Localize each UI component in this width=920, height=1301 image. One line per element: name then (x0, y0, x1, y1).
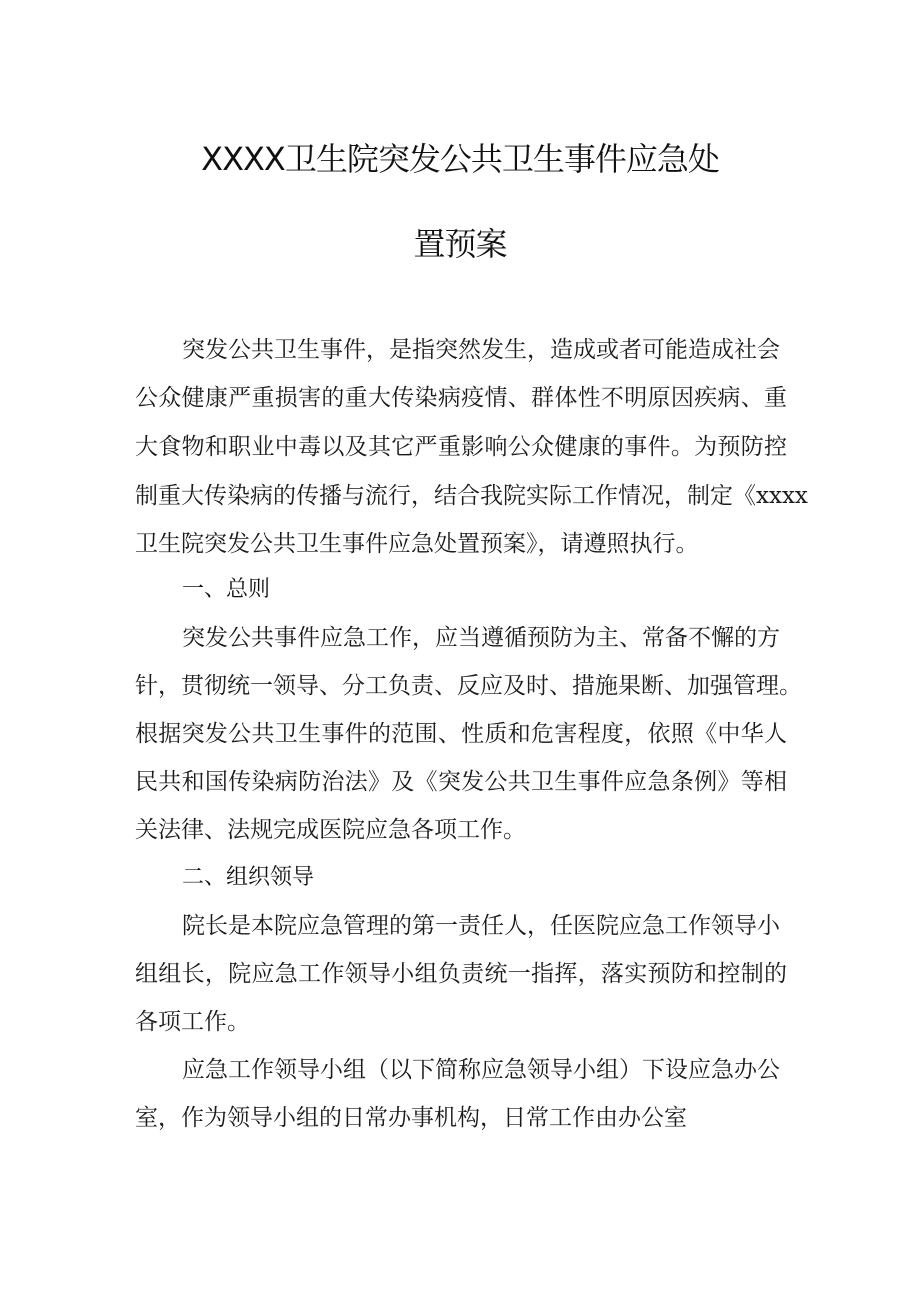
paragraph-line: 院长是本院应急管理的第一责任人，任医院应急工作领导小 (182, 913, 780, 939)
paragraph-line: 卫生院突发公共卫生事件应急处置预案》，请遵照执行。 (135, 531, 699, 557)
paragraph-line: 室，作为领导小组的日常办事机构，日常工作由办公室 (135, 1105, 687, 1131)
paragraph-line: 应急工作领导小组（以下简称应急领导小组）下设应急办公 (182, 1057, 780, 1083)
section-heading-general: 一、总则 (182, 577, 271, 602)
paragraph-line: 针，贯彻统一领导、分工负责、反应及时、措施果断、加强管理。 (135, 673, 802, 699)
paragraph-line: 突发公共事件应急工作，应当遵循预防为主、常备不懈的方 (182, 625, 780, 651)
document-title-line-1: XXXX卫生院突发公共卫生事件应急处 (201, 140, 719, 178)
paragraph-line: 突发公共卫生事件，是指突然发生，造成或者可能造成社会 (182, 337, 780, 363)
paragraph-line: 制重大传染病的传播与流行，结合我院实际工作情况，制定《xxxx (135, 483, 808, 509)
paragraph-line: 公众健康严重损害的重大传染病疫情、群体性不明原因疾病、重 (135, 385, 787, 411)
document-title-line-2: 置预案 (413, 225, 507, 263)
paragraph-line: 大食物和职业中毒以及其它严重影响公众健康的事件。为预防控 (135, 434, 787, 460)
paragraph-line: 各项工作。 (135, 1009, 250, 1035)
section-heading-organization: 二、组织领导 (182, 865, 315, 890)
paragraph-line: 组组长，院应急工作领导小组负责统一指挥，落实预防和控制的 (135, 961, 787, 987)
paragraph-line: 民共和国传染病防治法》及《突发公共卫生事件应急条例》等相 (135, 769, 787, 795)
paragraph-line: 关法律、法规完成医院应急各项工作。 (135, 817, 526, 843)
paragraph-line: 根据突发公共卫生事件的范围、性质和危害程度，依照《中华人 (135, 721, 787, 747)
